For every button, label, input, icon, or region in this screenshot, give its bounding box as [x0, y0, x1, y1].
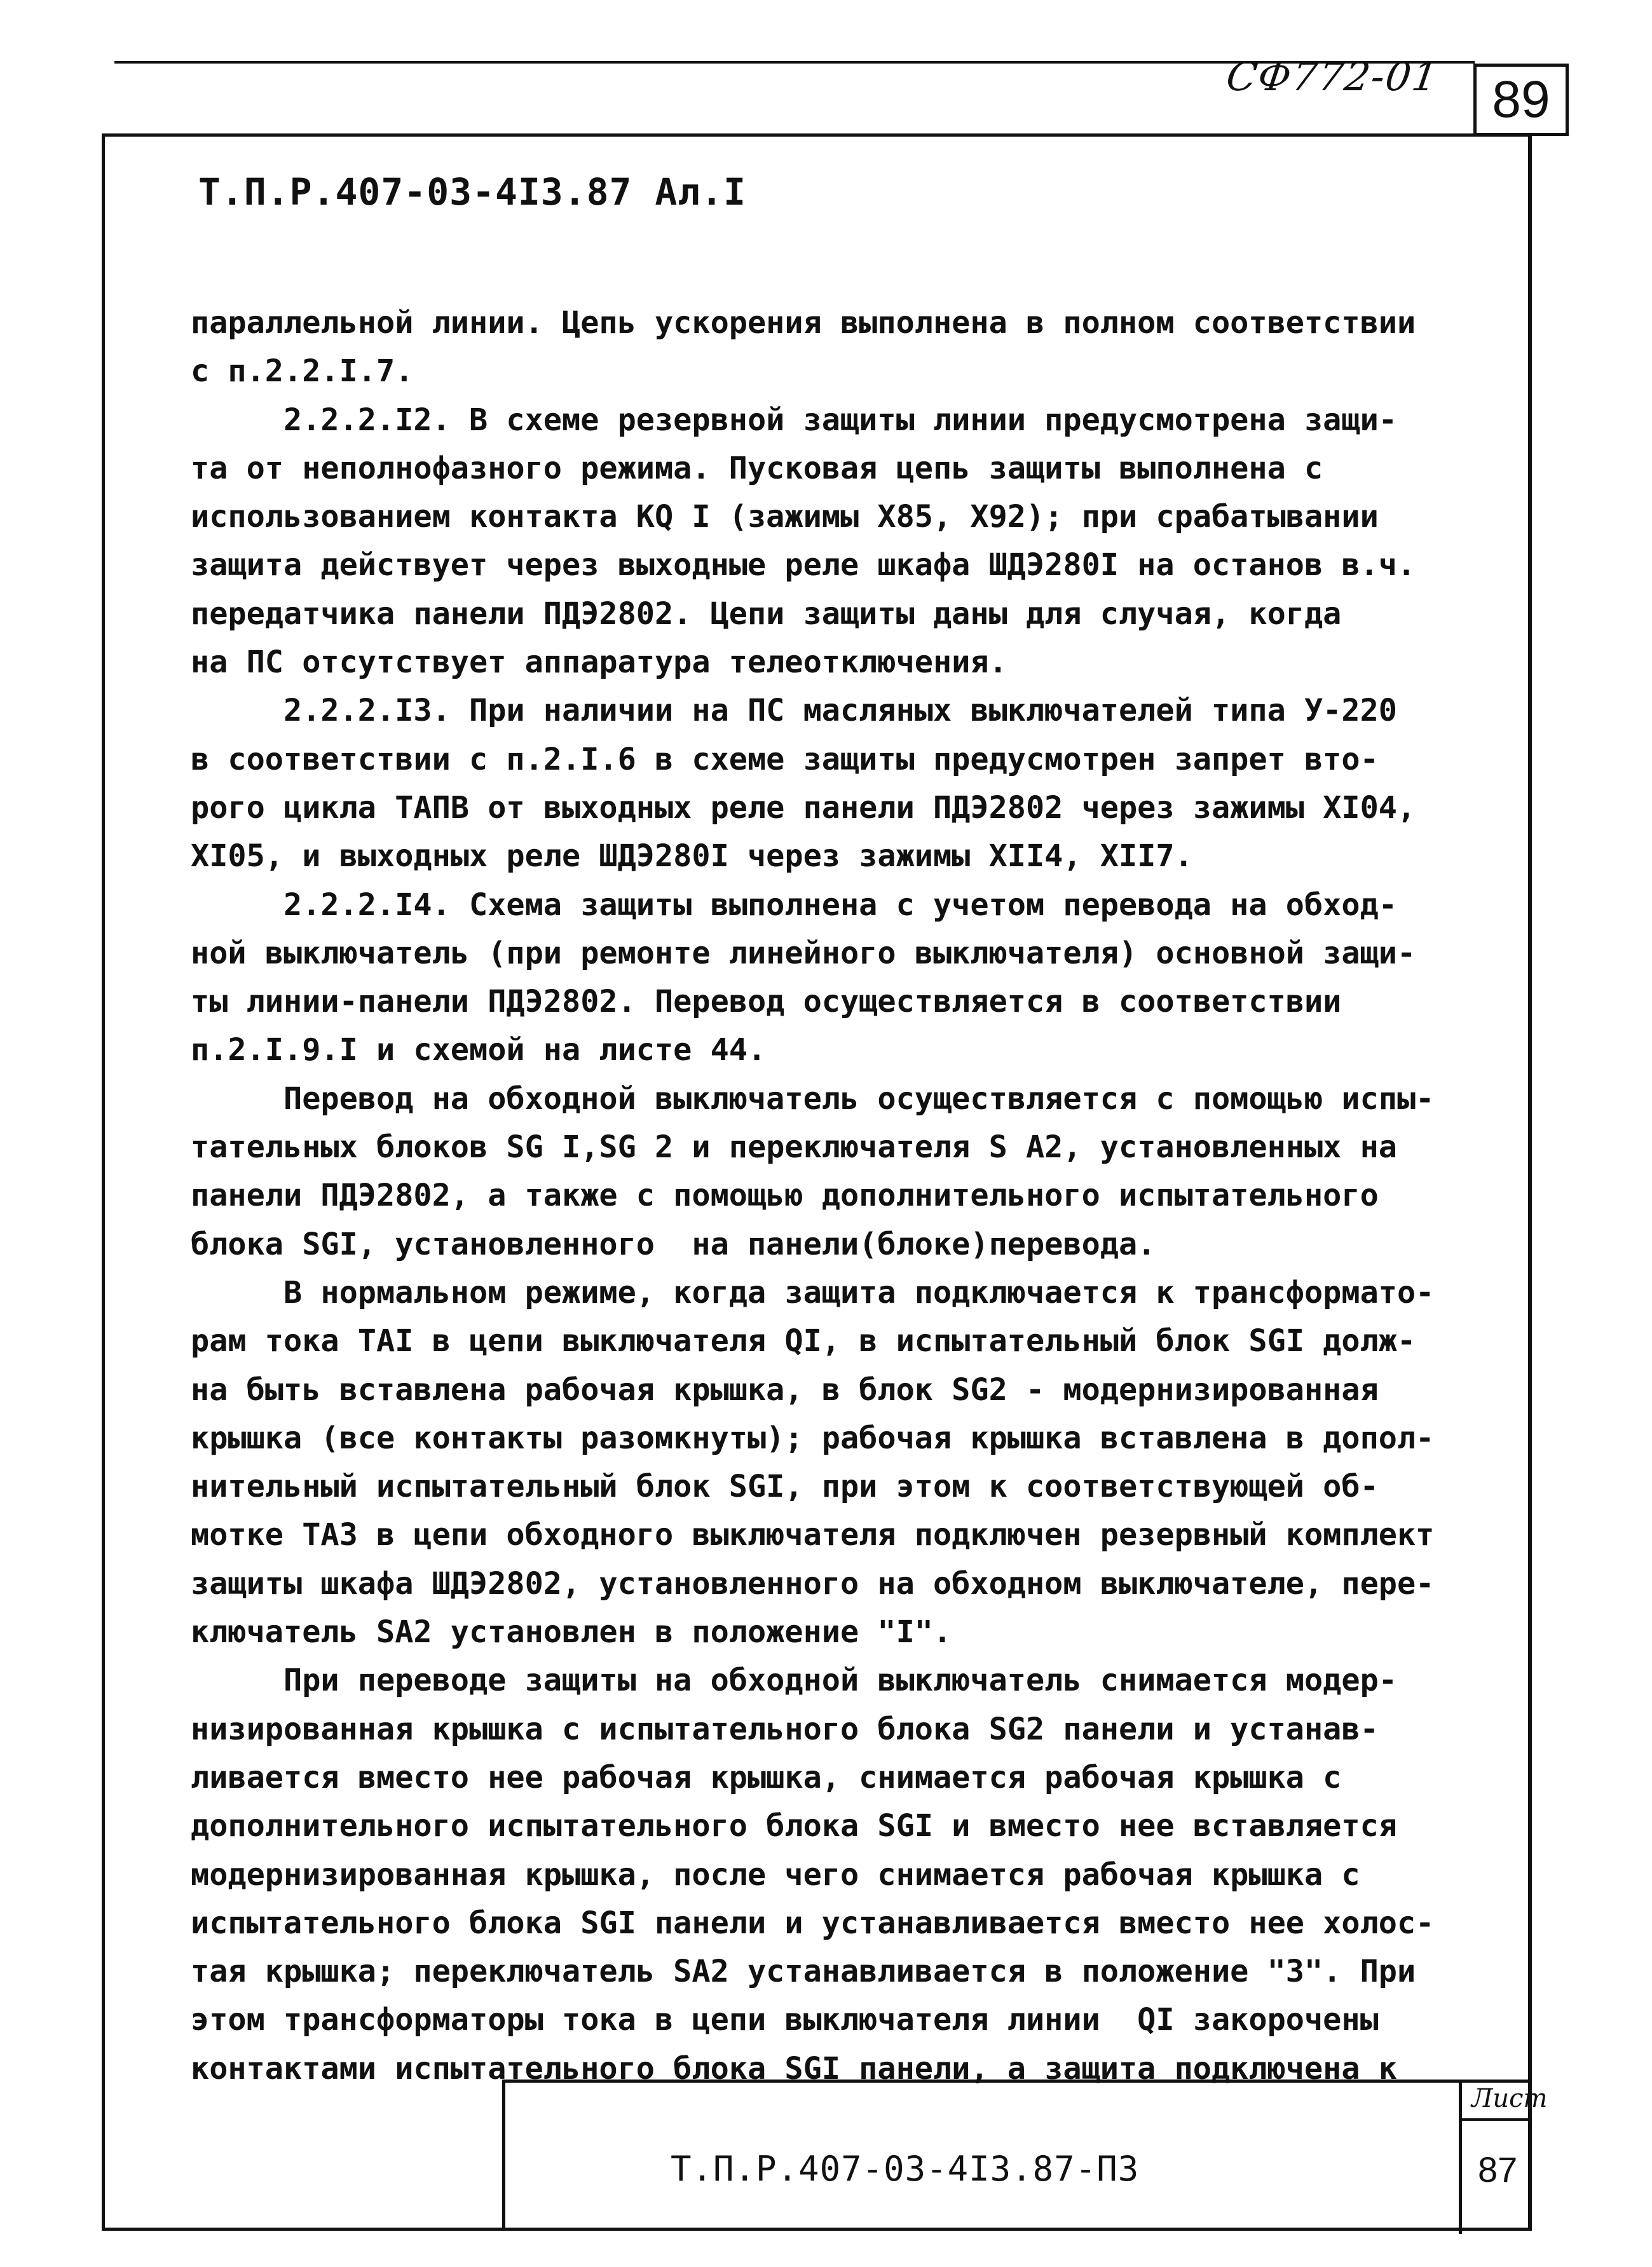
- text-line: ключатель SA2 установлен в положение "I".: [191, 1614, 952, 1651]
- text-line: крышка (все контакты разомкнуты); рабочая крышка вставлена в допол-: [191, 1420, 1435, 1456]
- title-block: [502, 2080, 1548, 2231]
- text-line: защиты шкафа ШДЭ2802, установленного на обходном выключателе, пере-: [191, 1565, 1435, 1602]
- text-line: тательных блоков SG I,SG 2 и переключателя S A2, установленных на: [191, 1129, 1397, 1166]
- text-line: В нормальном режиме, когда защита подключается к трансформато-: [191, 1274, 1435, 1311]
- text-line: ты линии-панели ПДЭ2802. Перевод осуществляется в соответствии: [191, 984, 1342, 1020]
- title-block-divider: [1459, 2083, 1462, 2234]
- text-line: дополнительного испытательного блока SGI и вместо нее вставляется: [191, 1808, 1397, 1844]
- text-line: XI05, и выходных реле ШДЭ280I через зажимы XII4, XII7.: [191, 838, 1193, 875]
- document-reference: Т.П.Р.407-03-4I3.87 Ал.I: [198, 170, 747, 214]
- text-line: Перевод на обходной выключатель осуществляется с помощью испы-: [191, 1080, 1435, 1117]
- text-line: этом трансформаторы тока в цепи выключателя линии QI закорочены: [191, 2002, 1379, 2038]
- text-line: ливается вместо нее рабочая крышка, снимается рабочая крышка с: [191, 1759, 1342, 1795]
- text-line: нительный испытательный блок SGI, при этом к соответствующей об-: [191, 1469, 1379, 1505]
- title-block-label-rule: [1462, 2118, 1532, 2121]
- title-block-document-code: Т.П.Р.407-03-4I3.87-ПЗ: [671, 2149, 1140, 2189]
- text-line: 2.2.2.I4. Схема защиты выполнена с учетом перевода на обход-: [191, 887, 1397, 923]
- text-line: 2.2.2.I2. В схеме резервной защиты линии предусмотрена защи-: [191, 402, 1397, 438]
- text-line: использованием контакта КQ I (зажимы X85, X92); при срабатывании: [191, 499, 1379, 535]
- text-line: При переводе защиты на обходной выключатель снимается модер-: [191, 1663, 1397, 1699]
- text-line: рого цикла ТАПВ от выходных реле панели ПДЭ2802 через зажимы XI04,: [191, 789, 1416, 826]
- text-line: 2.2.2.I3. При наличии на ПС масляных выключателей типа У-220: [191, 693, 1397, 729]
- text-line: блока SGI, установленного на панели(блоке)перевода.: [191, 1226, 1156, 1262]
- text-line: та от неполнофазного режима. Пусковая цепь защиты выполнена с: [191, 450, 1323, 486]
- text-line: испытательного блока SGI панели и устанавливается вместо нее холос-: [191, 1905, 1435, 1941]
- sheet-number-box: [1473, 64, 1569, 136]
- text-line: контактами испытательного блока SGI панели, а защита подключена к: [191, 2050, 1397, 2087]
- text-line: передатчика панели ПДЭ2802. Цепи защиты даны для случая, когда: [191, 596, 1342, 632]
- text-line: п.2.I.9.I и схемой на листе 44.: [191, 1032, 767, 1068]
- text-line: рам тока ТАI в цепи выключателя QI, в испытательный блок SGI долж-: [191, 1323, 1416, 1359]
- text-line: тая крышка; переключатель SA2 устанавливается в положение "3". При: [191, 1954, 1416, 1990]
- text-line: модернизированная крышка, после чего снимается рабочая крышка с: [191, 1856, 1360, 1893]
- text-line: в соответствии с п.2.I.6 в схеме защиты предусмотрен запрет вто-: [191, 741, 1379, 777]
- title-block-sheet-label: Лист: [1471, 2084, 1548, 2113]
- text-line: ной выключатель (при ремонте линейного выключателя) основной защи-: [191, 935, 1416, 971]
- text-line: на ПС отсутствует аппаратура телеотключения.: [191, 644, 1007, 681]
- text-line: с п.2.2.I.7.: [191, 353, 414, 390]
- text-line: низированная крышка с испытательного блока SG2 панели и устанав-: [191, 1711, 1379, 1747]
- sheet-number: 89: [1492, 71, 1550, 128]
- text-line: защита действует через выходные реле шкафа ШДЭ280I на останов в.ч.: [191, 547, 1416, 583]
- text-line: параллельной линии. Цепь ускорения выполнена в полном соответствии: [191, 305, 1416, 341]
- text-line: мотке ТА3 в цепи обходного выключателя подключен резервный комплект: [191, 1517, 1435, 1553]
- archive-code: СФ772-01: [1223, 53, 1442, 100]
- title-block-page-number: 87: [1478, 2149, 1518, 2189]
- body-text: [191, 299, 1513, 2093]
- text-line: панели ПДЭ2802, а также с помощью дополнительного испытательного: [191, 1178, 1379, 1214]
- text-line: на быть вставлена рабочая крышка, в блок SG2 - модернизированная: [191, 1372, 1379, 1408]
